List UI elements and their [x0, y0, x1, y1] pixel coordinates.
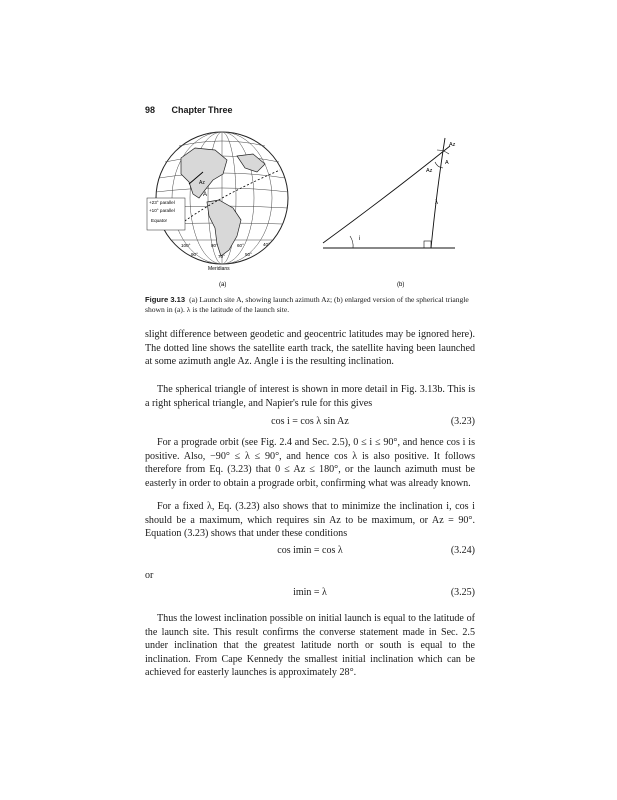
paragraph-5 — [145, 612, 475, 680]
label-lon-80: 80° — [211, 243, 218, 248]
paragraph-4-text: For a fixed λ, Eq. (3.23) also shows that to minimize the inclination i, cos i should be a maximum, which requires sin Az to be maximum, or Az = 90°. Equation (3.23) shows that under these conditions — [145, 501, 475, 539]
running-header — [145, 105, 233, 115]
label-lon-60: 60° — [237, 243, 244, 248]
paragraph-1 — [145, 328, 475, 369]
label-point-az: Az — [199, 180, 205, 186]
panel-a-label: (a) — [219, 282, 227, 288]
figure-3-13 — [145, 128, 475, 293]
paragraph-3-text: For a prograde orbit (see Fig. 2.4 and Sec. 2.5), 0 ≤ i ≤ 90°, and hence cos i is positive. Also, −90° ≤ λ ≤ 90°, and hence cos λ is also positive. It follows therefore from Eq. (3.23) that 0 ≤ Az ≤ 180°, or the launch azimuth must be easterly in order to obtain a prograde orbit, confirming what was already known. — [145, 437, 475, 489]
paragraph-2-text: The spherical triangle of interest is shown in more detail in Fig. 3.13b. This is a right spherical triangle, and Napier's rule for this gives — [145, 384, 475, 409]
caption-label: Figure 3.13 — [145, 295, 186, 304]
label-lon-100: 100° — [181, 243, 191, 248]
or-connector: or — [145, 570, 154, 581]
label-meridians: Meridians — [208, 266, 230, 272]
equation-3-25-body: imin = λ — [293, 587, 327, 598]
globe-diagram — [147, 132, 288, 272]
tri-label-i: i — [359, 236, 361, 242]
paragraph-5-text: Thus the lowest inclination possible on initial launch is equal to the latitude of the launch site. This result confirms the converse statement made in Sec. 2.5 under inclination that the greatest latitude north or south is equal to the inclination. From Cape Kennedy the smallest initial inclination which can be achieved for easterly launches is approximately 28°. — [145, 613, 475, 678]
equation-3-24 — [145, 545, 475, 559]
label-point-a: A — [203, 192, 208, 198]
equation-3-23-number: (3.23) — [450, 416, 475, 427]
equation-3-23-body: cos i = cos λ sin Az — [271, 416, 349, 427]
tri-label-az-top: Az — [449, 142, 456, 148]
label-lon-70: 70° — [218, 254, 225, 259]
page-number: 98 — [145, 105, 156, 115]
label-parallel-10: +10° parallel — [149, 208, 175, 213]
label-parallel-23: +23° parallel — [149, 200, 175, 205]
paragraph-2 — [145, 383, 475, 410]
equation-3-24-body: cos imin = cos λ — [277, 545, 343, 556]
paragraph-4 — [145, 500, 475, 541]
panel-b-label: (b) — [397, 282, 405, 288]
paragraph-3 — [145, 436, 475, 490]
spherical-triangle-diagram — [323, 138, 456, 248]
label-lon-50: 50° — [245, 252, 252, 257]
equation-3-25-number: (3.25) — [450, 587, 475, 598]
label-equator: Equator — [151, 218, 168, 223]
tri-label-az-mid: Az — [426, 168, 433, 174]
figure-caption — [145, 295, 475, 315]
equation-3-23 — [145, 416, 475, 430]
equation-3-25 — [145, 587, 475, 601]
label-lon-90: 90° — [191, 252, 198, 257]
caption-text: (a) Launch site A, showing launch azimuth Az; (b) enlarged version of the spherical triangle shown in (a). λ is the latitude of the launch site. — [145, 295, 469, 314]
chapter-title: Chapter Three — [171, 105, 233, 115]
paragraph-1-text: slight difference between geodetic and geocentric latitudes may be ignored here). The dotted line shows the satellite earth track, the satellite having been launched at some azimuth angle Az. Angle i is the resulting inclination. — [145, 329, 475, 367]
tri-label-lambda: λ — [435, 200, 438, 206]
tri-label-a: A — [445, 160, 449, 166]
label-lon-40: 40° — [263, 242, 270, 247]
equation-3-24-number: (3.24) — [450, 545, 475, 556]
